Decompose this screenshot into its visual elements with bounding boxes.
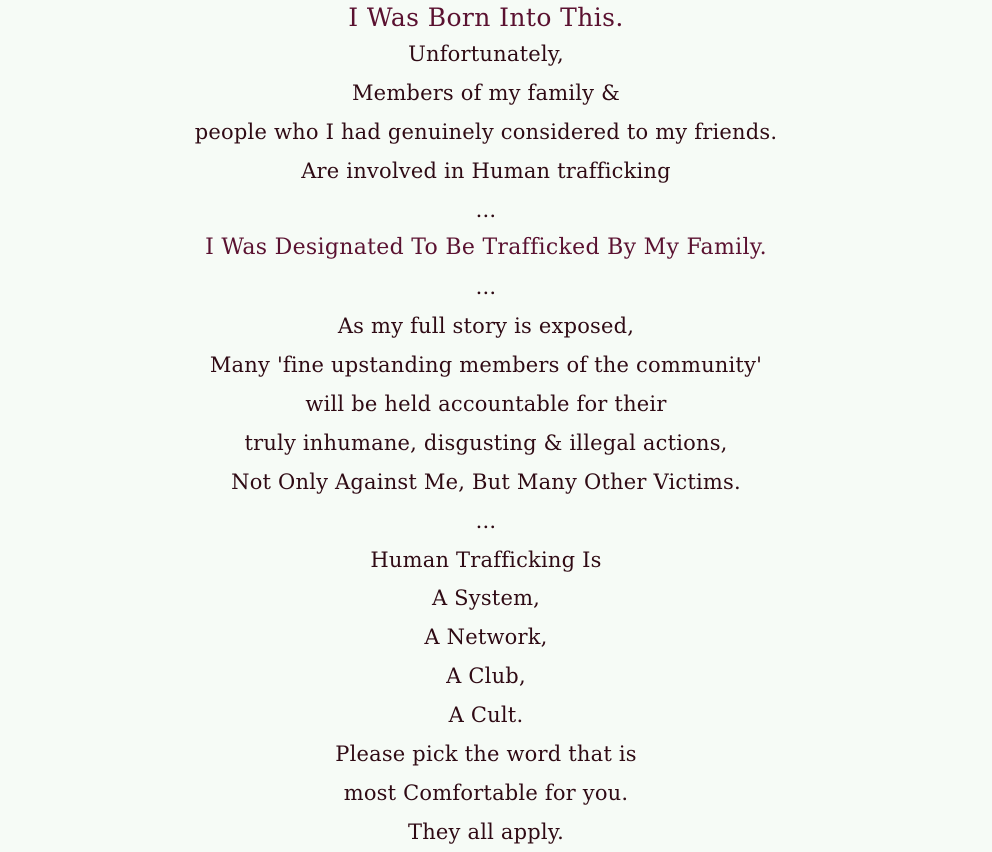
poem-line: A Club, (446, 664, 526, 689)
poem-line: As my full story is exposed, (337, 314, 635, 339)
poem-line: A System, (431, 586, 541, 611)
poem-line: most Comfortable for you. (343, 780, 629, 805)
poem-line: Are involved in Human trafficking (301, 158, 671, 183)
ellipsis-separator: ... (475, 197, 497, 222)
poem-line: A Network, (424, 625, 548, 650)
poem-line-emphasis: I Was Designated To Be Trafficked By My Family. (205, 235, 767, 261)
poem-line: people who I had genuinely considered to my friends. (194, 119, 778, 144)
ellipsis-separator: ... (475, 275, 497, 300)
poem-line: Members of my family & (351, 80, 621, 105)
poem-line: Unfortunately, (408, 42, 564, 66)
poem-line: will be held accountable for their (305, 392, 667, 417)
poem-line: Please pick the word that is (335, 742, 637, 767)
poem-line: A Cult. (448, 703, 524, 728)
poem-line: Not Only Against Me, But Many Other Victims. (231, 469, 741, 494)
poem-line: Human Trafficking Is (370, 547, 602, 572)
poem-line: Many 'fine upstanding members of the community' (209, 353, 763, 378)
ellipsis-separator: ... (475, 508, 497, 533)
page-title: I Was Born Into This. (348, 3, 624, 32)
poem-line: truly inhumane, disgusting & illegal actions, (244, 430, 728, 455)
poem-line: They all apply. (408, 819, 564, 844)
